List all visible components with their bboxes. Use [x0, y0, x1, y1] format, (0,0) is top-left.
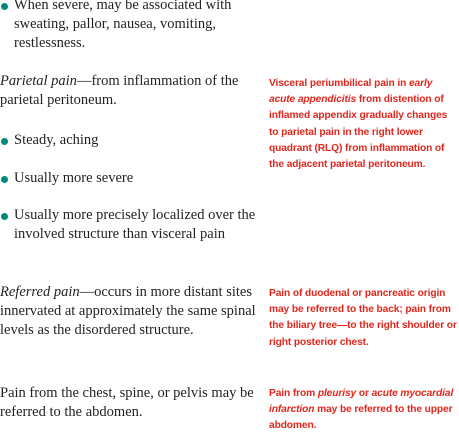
- referred-pain-term: Referred pain: [0, 284, 80, 300]
- bullet-icon: [1, 138, 8, 145]
- note-italic-text: acute myocardial infarction: [269, 388, 454, 416]
- bullet-text: Steady, aching: [14, 132, 99, 148]
- list-item: [0, 131, 256, 150]
- note-text: Pain from: [269, 388, 318, 399]
- referred-pain-definition: —occurs in more distant sites innervated at approximately the same spinal levels as the disordered structure.: [0, 284, 256, 338]
- list-item: [0, 169, 256, 188]
- bullet-icon: [1, 3, 8, 10]
- list-item: [0, 206, 256, 244]
- referred-pain-paragraph: [0, 283, 256, 340]
- note-text: Visceral periumbilical pain in: [269, 78, 409, 89]
- duodenal-note: Pain of duodenal or pancreatic origin may be referred to the back; pain from the biliary tree—to the right shoulder or right posterior chest.: [269, 288, 457, 348]
- bullet-text: Usually more severe: [14, 170, 134, 186]
- note-italic-text: pleurisy: [317, 388, 357, 399]
- bullet-icon: [1, 176, 8, 183]
- abdomen-referral-paragraph: Pain from the chest, spine, or pelvis may be referred to the abdomen.: [0, 385, 254, 420]
- list-item: [0, 0, 256, 53]
- note-text: from distention of inflamed appendix gradually changes to parietal pain in the right lower quadrant (RLQ) from inflammation of the adjacent parietal peritoneum.: [269, 94, 448, 171]
- bullet-icon: [1, 213, 8, 220]
- appendicitis-note: [269, 76, 457, 173]
- note-text: or: [356, 388, 372, 399]
- parietal-pain-definition: —from inflammation of the parietal peritoneum.: [0, 73, 239, 108]
- note-text: may be referred to the upper abdomen.: [269, 404, 453, 432]
- parietal-pain-term: Parietal pain: [0, 73, 77, 89]
- pleurisy-note: [269, 386, 457, 435]
- bullet-text: When severe, may be associated with sweating, pallor, nausea, vomiting, restlessness.: [14, 0, 232, 51]
- bullet-text: Usually more precisely localized over the involved structure than visceral pain: [14, 207, 256, 242]
- parietal-pain-paragraph: [0, 72, 256, 110]
- note-italic-text: early acute appendicitis: [269, 78, 433, 106]
